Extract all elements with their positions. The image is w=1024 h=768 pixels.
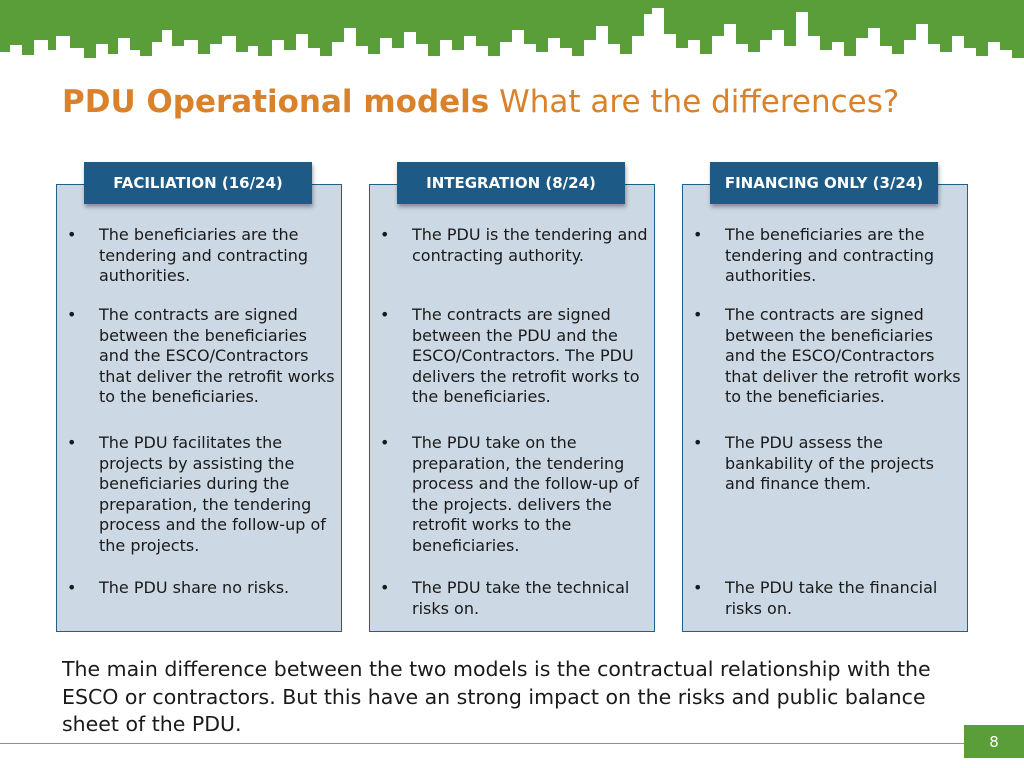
bullet-text: The PDU take on the preparation, the tendering process and the follow-up of the projects. delivers the retrofit works to the beneficiaries. <box>412 433 639 555</box>
skyline-banner <box>0 0 1024 80</box>
bullet-text: The PDU facilitates the projects by assisting the beneficiaries during the preparation, the tendering process and the follow-up of the projects. <box>99 433 326 555</box>
column-header: INTEGRATION (8/24) <box>397 162 625 204</box>
summary-text: The main difference between the two models is the contractual relationship with the ESCO or contractors. But this have an strong impact on the risks and public balance sheet of the PDU. <box>62 657 931 736</box>
bullet-icon: • <box>693 305 703 324</box>
bullet-text: The PDU take the financial risks on. <box>725 578 938 618</box>
page-title <box>62 84 899 120</box>
column-panel <box>56 184 342 632</box>
bullet-icon: • <box>380 433 390 452</box>
column-panel <box>369 184 655 632</box>
bullet-icon: • <box>67 433 77 452</box>
bullet-icon: • <box>67 305 77 324</box>
bullet-text: The PDU is the tendering and contracting authority. <box>412 225 648 265</box>
bullet-icon: • <box>380 578 390 597</box>
bullet-icon: • <box>67 578 77 597</box>
bullet-icon: • <box>380 225 390 244</box>
column-panel <box>682 184 968 632</box>
bullet-text: The contracts are signed between the beneficiaries and the ESCO/Contractors that deliver the retrofit works to the beneficiaries. <box>725 305 961 406</box>
bullet-icon: • <box>693 225 703 244</box>
bullet-text: The contracts are signed between the PDU and the ESCO/Contractors. The PDU delivers the retrofit works to the beneficiaries. <box>412 305 640 406</box>
column-header: FACILIATION (16/24) <box>84 162 312 204</box>
bullet-text: The beneficiaries are the tendering and contracting authorities. <box>725 225 935 285</box>
bullet-text: The contracts are signed between the beneficiaries and the ESCO/Contractors that deliver the retrofit works to the beneficiaries. <box>99 305 335 406</box>
title-bold: PDU Operational models <box>62 84 490 120</box>
bullet-text: The PDU assess the bankability of the projects and finance them. <box>725 433 934 493</box>
bullet-text: The PDU share no risks. <box>99 578 290 597</box>
bullet-icon: • <box>67 225 77 244</box>
page-number: 8 <box>964 725 1024 758</box>
bullet-text: The PDU take the technical risks on. <box>412 578 630 618</box>
title-rest: What are the differences? <box>499 84 900 120</box>
column-header: FINANCING ONLY (3/24) <box>710 162 938 204</box>
bullet-icon: • <box>693 433 703 452</box>
bullet-text: The beneficiaries are the tendering and contracting authorities. <box>99 225 309 285</box>
bullet-icon: • <box>693 578 703 597</box>
bullet-icon: • <box>380 305 390 324</box>
footer-divider <box>0 743 964 744</box>
